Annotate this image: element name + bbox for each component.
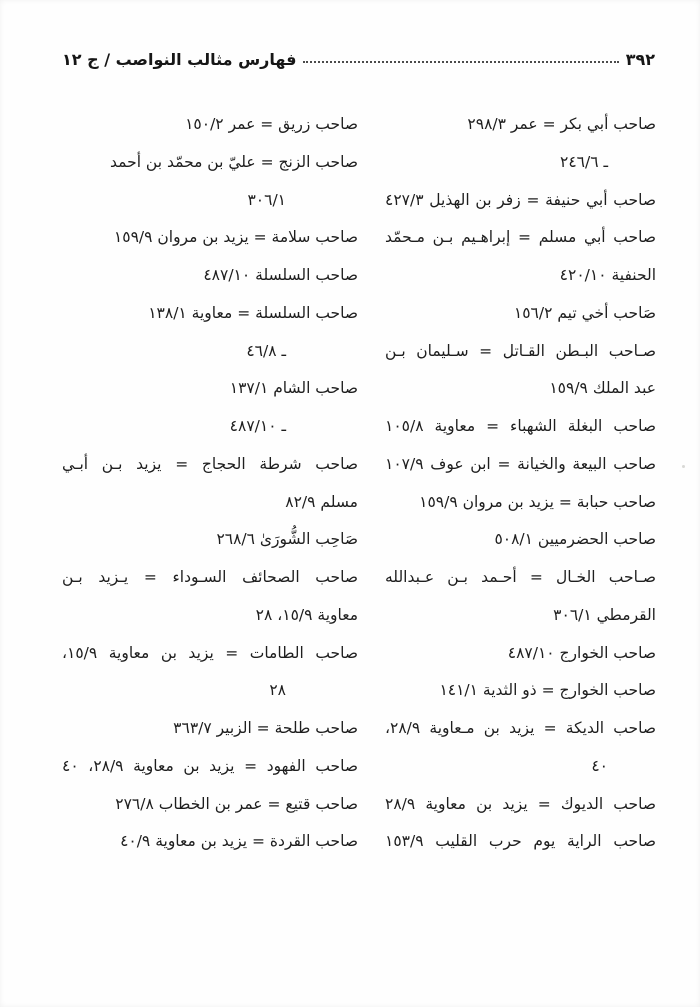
- running-header: [62, 50, 655, 69]
- index-entry: صاحب أبي حنيفة = زفر بن الهذيل ٤٢٧/٣: [385, 190, 656, 209]
- index-entry: مسلم ٨٢/٩: [285, 492, 358, 511]
- index-entry: صـاحب الخـال = أحـمد بـن عـبدالله: [385, 568, 656, 586]
- index-entry: ـ ٤٦/٨: [246, 341, 286, 360]
- column-left: [62, 106, 358, 861]
- index-entry: ٤٠: [591, 756, 608, 775]
- index-entry: ـ ٤٨٧/١٠: [229, 417, 286, 435]
- index-entry: القرمطي ٣٠٦/١: [553, 605, 656, 624]
- dot-leader: [303, 61, 618, 63]
- index-entry: معاوية ١٥/٩، ٢٨: [255, 605, 358, 624]
- index-entry: صاحب شرطة الحجاج = يزيد بـن أبـي: [62, 454, 358, 473]
- index-entry: عبد الملك ١٥٩/٩: [549, 379, 656, 398]
- index-entry: صاحب الديوك = يزيد بن معاوية ٢٨/٩: [385, 794, 656, 813]
- index-entry: ٣٠٦/١: [247, 190, 286, 209]
- index-entry: صاحب البغلة الشهباء = معاوية ١٠٥/٨: [385, 417, 656, 435]
- index-entry: صاحب الحضرميين ٥٠٨/١: [494, 530, 656, 549]
- index-entry: صاحب الخوارج ٤٨٧/١٠: [507, 643, 656, 662]
- index-columns: [62, 106, 656, 861]
- index-entry: صاحب السلسلة ٤٨٧/١٠: [203, 266, 358, 284]
- column-right: [385, 106, 656, 861]
- index-entry: صاحب الخوارج = ذو الثدية ١٤١/١: [439, 681, 656, 700]
- index-entry: صاحب أبي بكر = عمر ٢٩٨/٣: [467, 115, 656, 133]
- index-entry: صـاحب البـطن القـاتل = سـليمان بـن: [385, 341, 656, 360]
- index-entry: صاحب طلحة = الزبير ٣٦٣/٧: [173, 719, 358, 737]
- index-entry: صاحب الطامات = يزيد بن معاوية ١٥/٩،: [62, 643, 358, 662]
- page-title: فهارس مثالب النواصب / ج ١٢: [62, 50, 297, 69]
- index-entry: صاحب الزنج = عليّ بن محمّد بن أحمد: [110, 152, 358, 171]
- index-entry: صاحب سلامة = يزيد بن مروان ١٥٩/٩: [113, 228, 358, 247]
- index-entry: صاحب أبي مسلم = إبراهـيم بـن مـحمّد: [385, 228, 656, 247]
- index-entry: صاحب الشام ١٣٧/١: [229, 379, 358, 398]
- index-entry: صَاحب أخي تيم ١٥٦/٢: [513, 303, 656, 322]
- index-entry: صاحب السلسلة = معاوية ١٣٨/١: [148, 303, 358, 322]
- index-entry: صاحب القردة = يزيد بن معاوية ٤٠/٩: [120, 832, 358, 851]
- index-entry: صاحب الصحائف السـوداء = يـزيد بـن: [62, 568, 358, 586]
- index-entry: صَاحِب الشُّورَىٰ ٢٦٨/٦: [216, 530, 358, 549]
- index-entry: ـ ٢٤٦/٦: [560, 152, 608, 171]
- index-entry: صاحب الراية يوم حرب القليب ١٥٣/٩: [385, 832, 656, 851]
- index-entry: الحنفية ٤٢٠/١٠: [559, 266, 656, 284]
- scan-speck: [682, 465, 685, 468]
- index-entry: صاحب حبابة = يزيد بن مروان ١٥٩/٩: [419, 492, 656, 511]
- index-entry: صاحب الفهود = يزيد بن معاوية ٢٨/٩، ٤٠: [62, 756, 358, 775]
- index-entry: صاحب الديكة = يزيد بن مـعاوية ٢٨/٩،: [385, 719, 656, 737]
- index-entry: صاحب البيعة والخيانة = ابن عوف ١٠٧/٩: [385, 454, 656, 473]
- index-entry: صاحب زريق = عمر ١٥٠/٢: [185, 115, 358, 133]
- page-number: ٣٩٢: [625, 50, 655, 69]
- index-entry: صاحب قتيع = عمر بن الخطاب ٢٧٦/٨: [115, 794, 358, 813]
- index-entry: ٢٨: [269, 681, 286, 700]
